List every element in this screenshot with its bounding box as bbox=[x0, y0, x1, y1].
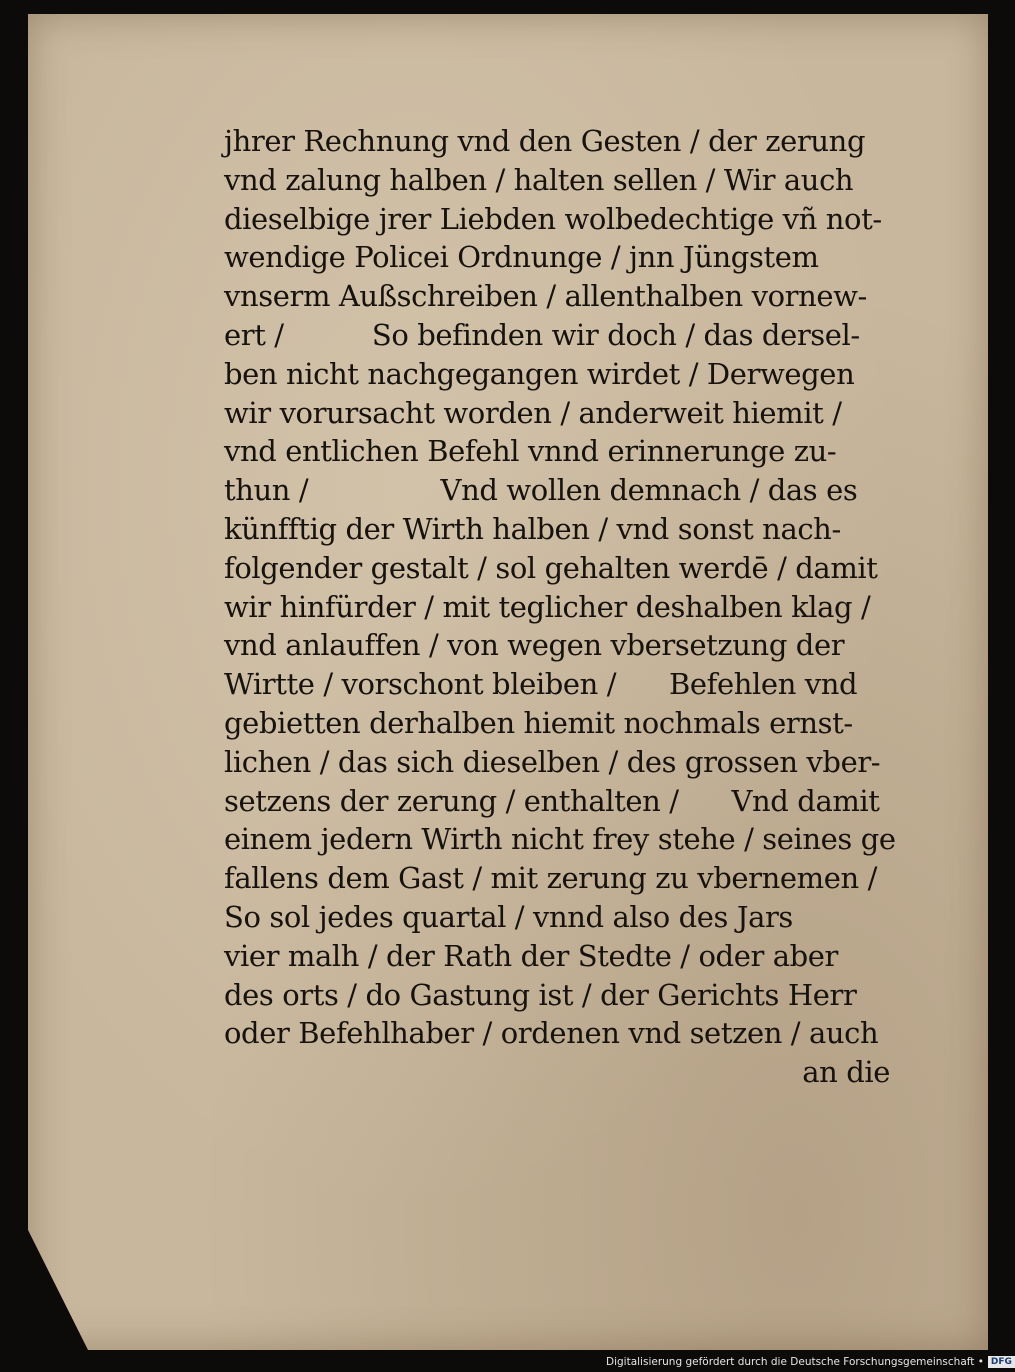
text-line: künfftig der Wirth halben / vnd sonst nach- bbox=[224, 511, 841, 546]
dfg-logo: DFG bbox=[988, 1356, 1015, 1368]
text-line: fallens dem Gast / mit zerung zu vbernemen / bbox=[224, 861, 877, 896]
catchword: an die bbox=[802, 1055, 890, 1090]
text-line: setzens der zerung / enthalten / Vnd damit bbox=[224, 783, 880, 818]
text-line: vnd zalung halben / halten sellen / Wir auch bbox=[224, 162, 854, 197]
text-line: ert / So befinden wir doch / das dersel- bbox=[224, 317, 860, 352]
text-line: wendige Policei Ordnunge / jnn Jüngstem bbox=[224, 240, 819, 275]
text-line: wir vorursacht worden / anderweit hiemit / bbox=[224, 395, 842, 430]
text-line: oder Befehlhaber / ordenen vnd setzen / auch bbox=[224, 1016, 879, 1051]
text-line: jhrer Rechnung vnd den Gesten / der zerung bbox=[224, 124, 866, 158]
text-line: wir hinfürder / mit teglicher deshalben klag / bbox=[224, 589, 871, 624]
text-line: thun / Vnd wollen demnach / das es bbox=[224, 473, 858, 508]
text-line: Wirtte / vorschont bleiben / Befehlen vnd bbox=[224, 667, 858, 702]
text-line: vnd anlauffen / von wegen vbersetzung der bbox=[224, 628, 845, 663]
text-line: dieselbige jrer Liebden wolbedechtige vñ not- bbox=[224, 201, 882, 236]
text-line: gebietten derhalben hiemit nochmals ernst- bbox=[224, 705, 853, 740]
text-line: ben nicht nachgegangen wirdet / Derwegen bbox=[224, 356, 855, 391]
text-block bbox=[224, 122, 896, 1092]
text-line: vnd entlichen Befehl vnnd erinnerunge zu- bbox=[224, 434, 837, 469]
text-line: lichen / das sich dieselben / des grossen vber- bbox=[224, 744, 881, 779]
text-line: des orts / do Gastung ist / der Gerichts Herr bbox=[224, 977, 857, 1012]
text-line: einem jedern Wirth nicht frey stehe / seines ge bbox=[224, 822, 896, 857]
text-line: So sol jedes quartal / vnnd also des Jars bbox=[224, 899, 793, 934]
torn-corner bbox=[28, 1230, 88, 1350]
digitization-credit bbox=[606, 1356, 1015, 1368]
text-line: vier malh / der Rath der Stedte / oder aber bbox=[224, 938, 839, 973]
credit-text: Digitalisierung gefördert durch die Deutsche Forschungsgemeinschaft • bbox=[606, 1356, 984, 1368]
text-line: folgender gestalt / sol gehalten werdē / damit bbox=[224, 550, 878, 585]
text-line: vnserm Außschreiben / allenthalben vornew- bbox=[224, 279, 867, 314]
